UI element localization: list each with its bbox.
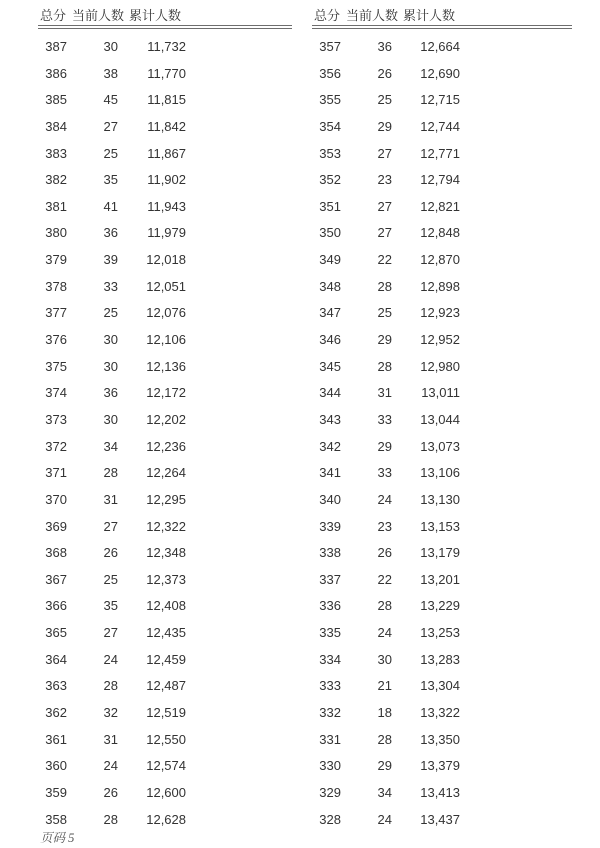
score-table-right (312, 0, 572, 833)
cumulative-count-cell: 12,923 (420, 305, 460, 321)
current-count-cell: 22 (377, 571, 392, 587)
cumulative-count-cell: 12,408 (146, 598, 186, 614)
table-row (312, 514, 572, 541)
table-row (312, 700, 572, 727)
table-row (38, 593, 292, 620)
table-row (38, 61, 292, 88)
current-count-cell: 25 (103, 305, 118, 321)
total-score-cell: 378 (45, 278, 67, 294)
table-row (38, 567, 292, 594)
total-score-cell: 362 (45, 705, 67, 721)
current-count-cell: 36 (377, 39, 392, 54)
current-count-cell: 29 (377, 438, 392, 454)
table-row (312, 141, 572, 168)
cumulative-count-cell: 13,179 (420, 545, 460, 561)
cumulative-count-cell: 13,044 (420, 411, 460, 427)
table-row (38, 194, 292, 221)
cumulative-count-cell: 13,379 (420, 758, 460, 774)
current-count-cell: 38 (103, 65, 118, 81)
total-score-cell: 349 (319, 252, 341, 268)
total-score-cell: 348 (319, 278, 341, 294)
current-count-cell: 27 (377, 225, 392, 241)
cumulative-count-cell: 12,628 (146, 811, 186, 827)
table-row (38, 141, 292, 168)
table-row (38, 807, 292, 834)
cumulative-count-cell: 13,130 (420, 491, 460, 507)
current-count-cell: 26 (377, 545, 392, 561)
total-score-cell: 367 (45, 571, 67, 587)
column-header-current-count: 当前人数 (72, 8, 125, 23)
cumulative-count-cell: 12,574 (146, 758, 186, 774)
cumulative-count-cell: 12,487 (146, 678, 186, 694)
cumulative-count-cell: 12,348 (146, 545, 186, 561)
current-count-cell: 28 (103, 678, 118, 694)
current-count-cell: 30 (103, 39, 118, 54)
table-row (312, 567, 572, 594)
table-row (312, 407, 572, 434)
table-row (312, 673, 572, 700)
current-count-cell: 28 (377, 278, 392, 294)
current-count-cell: 26 (103, 545, 118, 561)
total-score-cell: 375 (45, 358, 67, 374)
current-count-cell: 31 (103, 731, 118, 747)
cumulative-count-cell: 13,153 (420, 518, 460, 534)
cumulative-count-cell: 13,437 (420, 811, 460, 827)
table-row (38, 727, 292, 754)
total-score-cell: 328 (319, 811, 341, 827)
current-count-cell: 25 (377, 92, 392, 108)
total-score-cell: 377 (45, 305, 67, 321)
current-count-cell: 26 (103, 784, 118, 800)
cumulative-count-cell: 12,690 (420, 65, 460, 81)
table-row (312, 194, 572, 221)
cumulative-count-cell: 12,435 (146, 625, 186, 641)
table-row (312, 780, 572, 807)
total-score-cell: 339 (319, 518, 341, 534)
current-count-cell: 28 (377, 598, 392, 614)
cumulative-count-cell: 13,322 (420, 705, 460, 721)
cumulative-count-cell: 13,253 (420, 625, 460, 641)
current-count-cell: 45 (103, 92, 118, 108)
cumulative-count-cell: 13,283 (420, 651, 460, 667)
table-body (38, 34, 292, 833)
table-row (38, 300, 292, 327)
table-header (38, 6, 292, 25)
table-row (312, 380, 572, 407)
cumulative-count-cell: 13,229 (420, 598, 460, 614)
current-count-cell: 26 (377, 65, 392, 81)
column-header-cumulative-count: 累计人数 (128, 8, 181, 23)
table-row (38, 114, 292, 141)
current-count-cell: 35 (103, 598, 118, 614)
score-table-left (38, 0, 292, 833)
total-score-cell: 346 (319, 332, 341, 348)
table-row (38, 354, 292, 381)
total-score-cell: 345 (319, 358, 341, 374)
table-row (312, 460, 572, 487)
current-count-cell: 24 (103, 651, 118, 667)
table-row (312, 220, 572, 247)
table-row (38, 434, 292, 461)
current-count-cell: 28 (103, 465, 118, 481)
current-count-cell: 24 (103, 758, 118, 774)
cumulative-count-cell: 12,821 (420, 198, 460, 214)
cumulative-count-cell: 12,459 (146, 651, 186, 667)
cumulative-count-cell: 11,867 (147, 145, 186, 161)
total-score-cell: 340 (319, 491, 341, 507)
table-row (38, 673, 292, 700)
current-count-cell: 30 (377, 651, 392, 667)
table-header (312, 6, 572, 25)
current-count-cell: 27 (103, 518, 118, 534)
current-count-cell: 33 (103, 278, 118, 294)
current-count-cell: 25 (103, 571, 118, 587)
current-count-cell: 34 (103, 438, 118, 454)
cumulative-count-cell: 12,898 (420, 278, 460, 294)
current-count-cell: 30 (103, 358, 118, 374)
cumulative-count-cell: 12,870 (420, 252, 460, 268)
table-row (38, 87, 292, 114)
total-score-cell: 365 (45, 625, 67, 641)
table-row (312, 487, 572, 514)
total-score-cell: 359 (45, 784, 67, 800)
total-score-cell: 356 (319, 65, 341, 81)
current-count-cell: 23 (377, 172, 392, 188)
current-count-cell: 23 (377, 518, 392, 534)
current-count-cell: 30 (103, 332, 118, 348)
cumulative-count-cell: 12,264 (146, 465, 186, 481)
cumulative-count-cell: 12,744 (420, 118, 460, 134)
cumulative-count-cell: 12,550 (146, 731, 186, 747)
current-count-cell: 29 (377, 332, 392, 348)
total-score-cell: 371 (45, 465, 67, 481)
total-score-cell: 337 (319, 571, 341, 587)
current-count-cell: 41 (103, 198, 118, 214)
total-score-cell: 376 (45, 332, 67, 348)
total-score-cell: 386 (45, 65, 67, 81)
table-row (312, 807, 572, 834)
total-score-cell: 363 (45, 678, 67, 694)
current-count-cell: 34 (377, 784, 392, 800)
total-score-cell: 335 (319, 625, 341, 641)
total-score-cell: 331 (319, 731, 341, 747)
cumulative-count-cell: 13,073 (420, 438, 460, 454)
current-count-cell: 31 (377, 385, 392, 401)
current-count-cell: 28 (377, 358, 392, 374)
total-score-cell: 330 (319, 758, 341, 774)
page-number: 页码 5 (40, 831, 75, 845)
table-row (38, 487, 292, 514)
current-count-cell: 27 (377, 145, 392, 161)
cumulative-count-cell: 11,943 (147, 198, 186, 214)
table-row (312, 34, 572, 61)
total-score-cell: 369 (45, 518, 67, 534)
current-count-cell: 30 (103, 411, 118, 427)
current-count-cell: 36 (103, 225, 118, 241)
current-count-cell: 33 (377, 411, 392, 427)
cumulative-count-cell: 12,295 (146, 491, 186, 507)
cumulative-count-cell: 12,202 (146, 411, 186, 427)
cumulative-count-cell: 12,373 (146, 571, 186, 587)
current-count-cell: 29 (377, 758, 392, 774)
total-score-cell: 357 (319, 39, 341, 54)
total-score-cell: 361 (45, 731, 67, 747)
current-count-cell: 25 (103, 145, 118, 161)
table-row (38, 247, 292, 274)
table-row (312, 114, 572, 141)
current-count-cell: 35 (103, 172, 118, 188)
column-header-cumulative-count: 累计人数 (402, 8, 455, 23)
cumulative-count-cell: 11,842 (147, 118, 186, 134)
cumulative-count-cell: 12,018 (146, 252, 186, 268)
total-score-cell: 383 (45, 145, 67, 161)
current-count-cell: 18 (377, 705, 392, 721)
cumulative-count-cell: 12,980 (420, 358, 460, 374)
column-header-total-score: 总分 (40, 8, 67, 23)
cumulative-count-cell: 12,051 (146, 278, 186, 294)
table-row (312, 620, 572, 647)
table-row (312, 300, 572, 327)
total-score-cell: 342 (319, 438, 341, 454)
current-count-cell: 32 (103, 705, 118, 721)
total-score-cell: 338 (319, 545, 341, 561)
total-score-cell: 382 (45, 172, 67, 188)
column-header-total-score: 总分 (314, 8, 341, 23)
cumulative-count-cell: 11,902 (147, 172, 186, 188)
table-row (38, 540, 292, 567)
table-row (38, 460, 292, 487)
cumulative-count-cell: 12,600 (146, 784, 186, 800)
current-count-cell: 25 (377, 305, 392, 321)
current-count-cell: 39 (103, 252, 118, 268)
total-score-cell: 341 (319, 465, 341, 481)
cumulative-count-cell: 13,413 (420, 784, 460, 800)
total-score-cell: 336 (319, 598, 341, 614)
current-count-cell: 22 (377, 252, 392, 268)
table-row (312, 167, 572, 194)
total-score-cell: 381 (45, 198, 67, 214)
current-count-cell: 31 (103, 491, 118, 507)
cumulative-count-cell: 11,770 (147, 65, 186, 81)
cumulative-count-cell: 12,664 (420, 39, 460, 54)
current-count-cell: 28 (103, 811, 118, 827)
cumulative-count-cell: 12,519 (146, 705, 186, 721)
total-score-cell: 373 (45, 411, 67, 427)
total-score-cell: 333 (319, 678, 341, 694)
total-score-cell: 387 (45, 39, 67, 54)
total-score-cell: 364 (45, 651, 67, 667)
table-row (38, 327, 292, 354)
cumulative-count-cell: 12,322 (146, 518, 186, 534)
cumulative-count-cell: 11,815 (147, 92, 186, 108)
total-score-cell: 347 (319, 305, 341, 321)
cumulative-count-cell: 12,136 (146, 358, 186, 374)
cumulative-count-cell: 12,952 (420, 332, 460, 348)
table-row (38, 514, 292, 541)
current-count-cell: 24 (377, 491, 392, 507)
table-row (312, 61, 572, 88)
total-score-cell: 329 (319, 784, 341, 800)
table-row (312, 87, 572, 114)
table-row (312, 434, 572, 461)
cumulative-count-cell: 12,715 (420, 92, 460, 108)
cumulative-count-cell: 12,848 (420, 225, 460, 241)
cumulative-count-cell: 12,771 (420, 145, 460, 161)
table-row (38, 274, 292, 301)
cumulative-count-cell: 12,106 (146, 332, 186, 348)
cumulative-count-cell: 13,350 (420, 731, 460, 747)
total-score-cell: 360 (45, 758, 67, 774)
total-score-cell: 384 (45, 118, 67, 134)
cumulative-count-cell: 11,732 (147, 39, 186, 54)
table-row (312, 354, 572, 381)
cumulative-count-cell: 12,236 (146, 438, 186, 454)
current-count-cell: 28 (377, 731, 392, 747)
current-count-cell: 24 (377, 625, 392, 641)
header-double-rule (38, 25, 292, 29)
cumulative-count-cell: 13,201 (420, 571, 460, 587)
table-row (312, 647, 572, 674)
cumulative-count-cell: 13,011 (421, 385, 460, 401)
total-score-cell: 350 (319, 225, 341, 241)
total-score-cell: 353 (319, 145, 341, 161)
table-row (38, 753, 292, 780)
total-score-cell: 372 (45, 438, 67, 454)
table-row (38, 34, 292, 61)
total-score-cell: 334 (319, 651, 341, 667)
table-row (38, 407, 292, 434)
current-count-cell: 27 (103, 625, 118, 641)
table-row (312, 274, 572, 301)
table-row (38, 700, 292, 727)
current-count-cell: 36 (103, 385, 118, 401)
table-row (312, 247, 572, 274)
current-count-cell: 24 (377, 811, 392, 827)
current-count-cell: 29 (377, 118, 392, 134)
table-row (312, 753, 572, 780)
total-score-cell: 379 (45, 252, 67, 268)
total-score-cell: 358 (45, 811, 67, 827)
total-score-cell: 380 (45, 225, 67, 241)
table-row (38, 380, 292, 407)
column-header-current-count: 当前人数 (346, 8, 399, 23)
table-row (312, 727, 572, 754)
total-score-cell: 332 (319, 705, 341, 721)
cumulative-count-cell: 12,794 (420, 172, 460, 188)
cumulative-count-cell: 13,106 (420, 465, 460, 481)
total-score-cell: 344 (319, 385, 341, 401)
cumulative-count-cell: 11,979 (147, 225, 186, 241)
current-count-cell: 33 (377, 465, 392, 481)
table-row (38, 780, 292, 807)
table-row (312, 327, 572, 354)
total-score-cell: 370 (45, 491, 67, 507)
current-count-cell: 27 (103, 118, 118, 134)
table-row (38, 647, 292, 674)
table-row (38, 167, 292, 194)
cumulative-count-cell: 12,172 (146, 385, 186, 401)
total-score-cell: 354 (319, 118, 341, 134)
total-score-cell: 385 (45, 92, 67, 108)
total-score-cell: 351 (319, 198, 341, 214)
current-count-cell: 21 (377, 678, 392, 694)
table-row (312, 540, 572, 567)
total-score-cell: 368 (45, 545, 67, 561)
header-double-rule (312, 25, 572, 29)
table-row (38, 220, 292, 247)
cumulative-count-cell: 12,076 (146, 305, 186, 321)
total-score-cell: 355 (319, 92, 341, 108)
total-score-cell: 374 (45, 385, 67, 401)
table-row (38, 620, 292, 647)
total-score-cell: 366 (45, 598, 67, 614)
total-score-cell: 352 (319, 172, 341, 188)
current-count-cell: 27 (377, 198, 392, 214)
total-score-cell: 343 (319, 411, 341, 427)
cumulative-count-cell: 13,304 (420, 678, 460, 694)
table-body (312, 34, 572, 833)
table-row (312, 593, 572, 620)
